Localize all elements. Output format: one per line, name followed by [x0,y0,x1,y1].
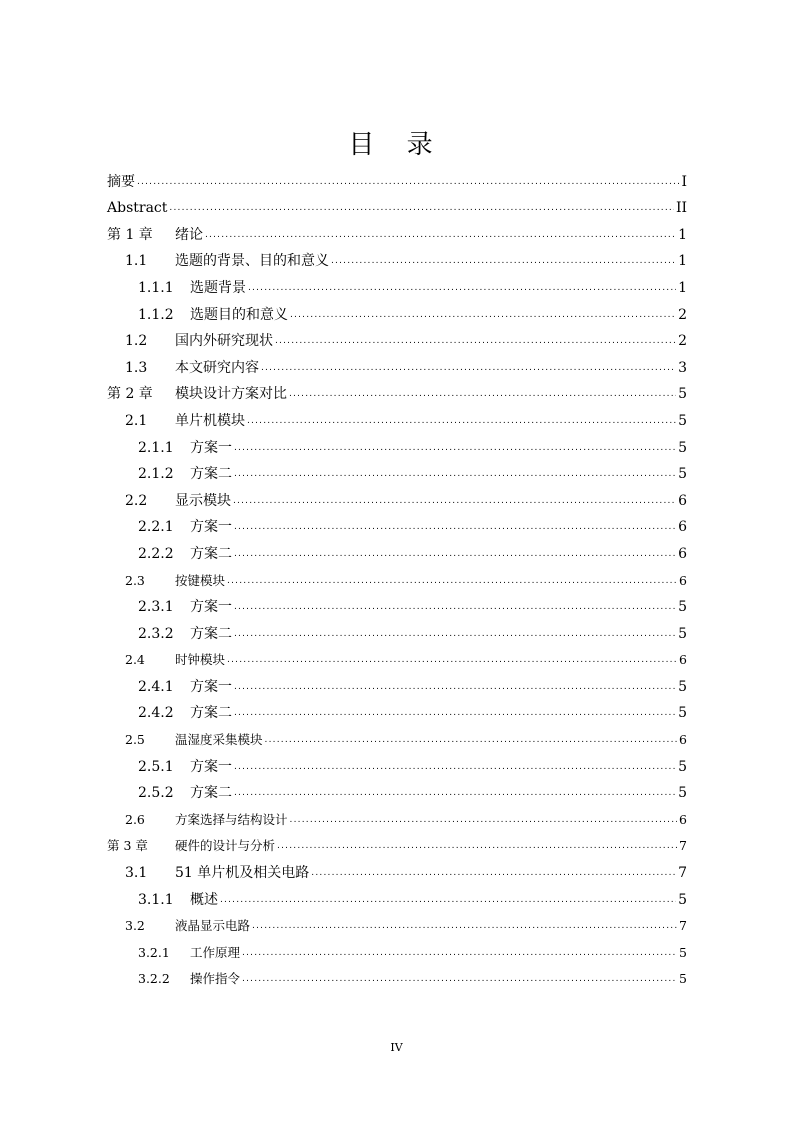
toc-dot-leader [233,492,676,510]
toc-entry-page: 5 [678,785,687,802]
toc-entry-label: 51 单片机及相关电路 [175,865,310,882]
toc-entry-page: 6 [678,492,687,509]
toc-entry[interactable] [107,590,687,617]
toc-entry-page: 6 [679,652,687,668]
toc-entry-number: 3.2 [125,918,145,934]
toc-entry-page: 5 [678,705,687,722]
toc-entry[interactable] [107,829,687,856]
toc-entry-number: 2.4 [125,652,145,668]
toc-dot-leader [289,385,676,403]
toc-dot-leader [227,572,677,590]
toc-title: 目 录 [348,130,445,160]
toc-entry-label: 方案一 [190,519,232,536]
toc-entry-page: 5 [678,678,687,695]
toc-dot-leader [261,359,676,377]
toc-entry[interactable] [107,217,687,244]
toc-dot-leader [234,784,676,802]
toc-entry-label: 方案二 [190,625,232,642]
toc-entry-label: 方案一 [190,439,232,456]
toc-entry-number: 第 2 章 [107,386,153,403]
toc-entry-page: 6 [678,519,687,536]
page-number-footer: IV [390,1041,403,1054]
toc-entry-label: 温湿度采集模块 [175,732,263,748]
toc-entry[interactable] [107,430,687,457]
toc-entry-label: 方案一 [190,758,232,775]
toc-dot-leader [290,306,676,324]
toc-entry-number: 第 3 章 [107,838,148,854]
toc-dot-leader [234,518,676,536]
toc-dot-leader [311,864,676,882]
toc-entry-page: 6 [679,572,687,588]
toc-dot-leader [248,279,676,297]
toc-entry-page: 5 [678,466,687,483]
toc-entry-page: 6 [679,811,687,827]
toc-entry-label: 方案二 [190,466,232,483]
toc-entry-page: 5 [679,944,687,960]
toc-entry-page: 2 [678,306,687,323]
toc-entry[interactable] [107,909,687,936]
toc-entry-label: 方案二 [190,785,232,802]
toc-entry[interactable] [107,483,687,510]
toc-entry-number: 第 1 章 [107,226,153,243]
toc-entry-page: 5 [678,891,687,908]
toc-entry-label: 方案二 [190,705,232,722]
toc-entry[interactable] [107,510,687,537]
toc-entry-page: 5 [678,758,687,775]
toc-entry-label: 时钟模块 [175,652,226,668]
toc-entry-label: 单片机模块 [175,412,245,429]
toc-dot-leader [234,625,676,643]
toc-dot-leader [331,252,676,270]
toc-entry-number: 3.2.2 [138,971,170,987]
toc-entry-label: 概述 [190,891,218,908]
toc-dot-leader [247,412,676,430]
toc-entry-label: 本文研究内容 [175,359,259,376]
toc-dot-leader [242,944,677,962]
toc-entry-label: 方案二 [190,545,232,562]
toc-entry-number: 3.2.1 [138,944,170,960]
toc-entry[interactable] [107,536,687,563]
toc-entry-number: 2.4.2 [138,705,174,722]
toc-dot-leader [234,704,676,722]
toc-entry-label: 操作指令 [190,971,241,987]
toc-entry[interactable] [107,882,687,909]
toc-entry[interactable] [107,749,687,776]
toc-entry-page: 1 [678,279,687,296]
toc-entry-page: 5 [678,599,687,616]
toc-entry-number: 1.1 [125,253,148,270]
toc-entry-page: 2 [678,333,687,350]
toc-entry[interactable] [107,802,687,829]
toc-entry[interactable] [107,244,687,271]
toc-entry-label: 选题的背景、目的和意义 [175,253,329,270]
toc-entry-number: 2.5.1 [138,758,174,775]
toc-entry[interactable] [107,669,687,696]
toc-entry-page: 6 [678,545,687,562]
toc-dot-leader [137,173,679,191]
toc-entry-number: 2.2 [125,492,148,509]
toc-entry[interactable] [107,270,687,297]
toc-entry-number: 2.2.2 [138,545,174,562]
toc-entry-number: 1.3 [125,359,148,376]
toc-dot-leader [205,226,676,244]
toc-entry-page: 3 [678,359,687,376]
toc-dot-leader [234,465,676,483]
toc-entry-number: 2.1.1 [138,439,174,456]
toc-entry-number: 2.1.2 [138,466,174,483]
toc-entry[interactable] [107,935,687,962]
toc-entry-page: 5 [678,412,687,429]
table-of-contents [107,164,687,988]
toc-entry-page: 1 [678,253,687,270]
toc-dot-leader [234,598,676,616]
toc-entry[interactable] [107,324,687,351]
toc-entry-number: 2.5.2 [138,785,174,802]
toc-entry-number: 2.5 [125,732,145,748]
toc-entry-label: 摘要 [107,173,135,190]
toc-entry-label: 选题背景 [190,279,246,296]
toc-entry-label: 选题目的和意义 [190,306,288,323]
toc-entry-page: I [681,173,687,190]
toc-entry-label: 绪论 [175,226,203,243]
toc-entry-number: 2.3 [125,572,145,588]
toc-entry[interactable] [107,191,687,218]
toc-entry-number: 2.3.2 [138,625,174,642]
toc-dot-leader [234,678,676,696]
toc-entry-number: 2.1 [125,412,148,429]
toc-entry-page: 5 [678,439,687,456]
toc-entry[interactable] [107,377,687,404]
toc-entry[interactable] [107,722,687,749]
toc-entry-number: 1.1.1 [138,279,174,296]
toc-entry[interactable] [107,297,687,324]
toc-dot-leader [290,811,678,829]
toc-dot-leader [277,837,677,855]
toc-entry-page: 7 [679,918,687,934]
toc-entry-number: 2.2.1 [138,519,174,536]
toc-entry-label: 工作原理 [190,944,241,960]
toc-entry-page: 7 [678,865,687,882]
toc-entry-page: 5 [678,386,687,403]
toc-entry-label: 硬件的设计与分析 [175,838,276,854]
toc-dot-leader [242,970,677,988]
toc-dot-leader [234,439,676,457]
toc-dot-leader [234,545,676,563]
toc-entry-page: II [675,200,687,217]
toc-entry-number: 1.1.2 [138,306,174,323]
toc-entry-label: 模块设计方案对比 [175,386,287,403]
toc-entry[interactable] [107,855,687,882]
toc-entry[interactable] [107,350,687,377]
toc-entry-page: 5 [679,971,687,987]
toc-entry-label: 方案一 [190,678,232,695]
toc-dot-leader [265,731,678,749]
toc-entry-label: 显示模块 [175,492,231,509]
toc-entry-label: 方案选择与结构设计 [175,811,288,827]
toc-entry-page: 5 [678,625,687,642]
toc-entry-label: 液晶显示电路 [175,918,251,934]
toc-entry-label: 方案一 [190,599,232,616]
toc-entry[interactable] [107,164,687,191]
toc-entry[interactable] [107,776,687,803]
toc-entry-number: 2.6 [125,811,145,827]
toc-entry-number: 3.1.1 [138,891,174,908]
toc-dot-leader [275,332,676,350]
toc-entry-page: 1 [678,226,687,243]
toc-entry-label: Abstract [107,200,168,217]
toc-entry[interactable] [107,616,687,643]
toc-entry-page: 7 [679,838,687,854]
toc-entry-number: 3.1 [125,865,148,882]
toc-entry-label: 按键模块 [175,572,226,588]
toc-dot-leader [234,758,676,776]
toc-entry-number: 1.2 [125,333,148,350]
toc-dot-leader [220,891,676,909]
toc-entry-label: 国内外研究现状 [175,333,273,350]
toc-dot-leader [169,199,674,217]
toc-entry-number: 2.3.1 [138,599,174,616]
toc-dot-leader [227,651,677,669]
toc-entry-number: 2.4.1 [138,678,174,695]
toc-entry-page: 6 [679,732,687,748]
toc-entry[interactable] [107,962,687,989]
toc-dot-leader [252,917,677,935]
toc-entry[interactable] [107,696,687,723]
toc-entry[interactable] [107,643,687,670]
toc-entry[interactable] [107,457,687,484]
toc-entry[interactable] [107,403,687,430]
toc-entry[interactable] [107,563,687,590]
